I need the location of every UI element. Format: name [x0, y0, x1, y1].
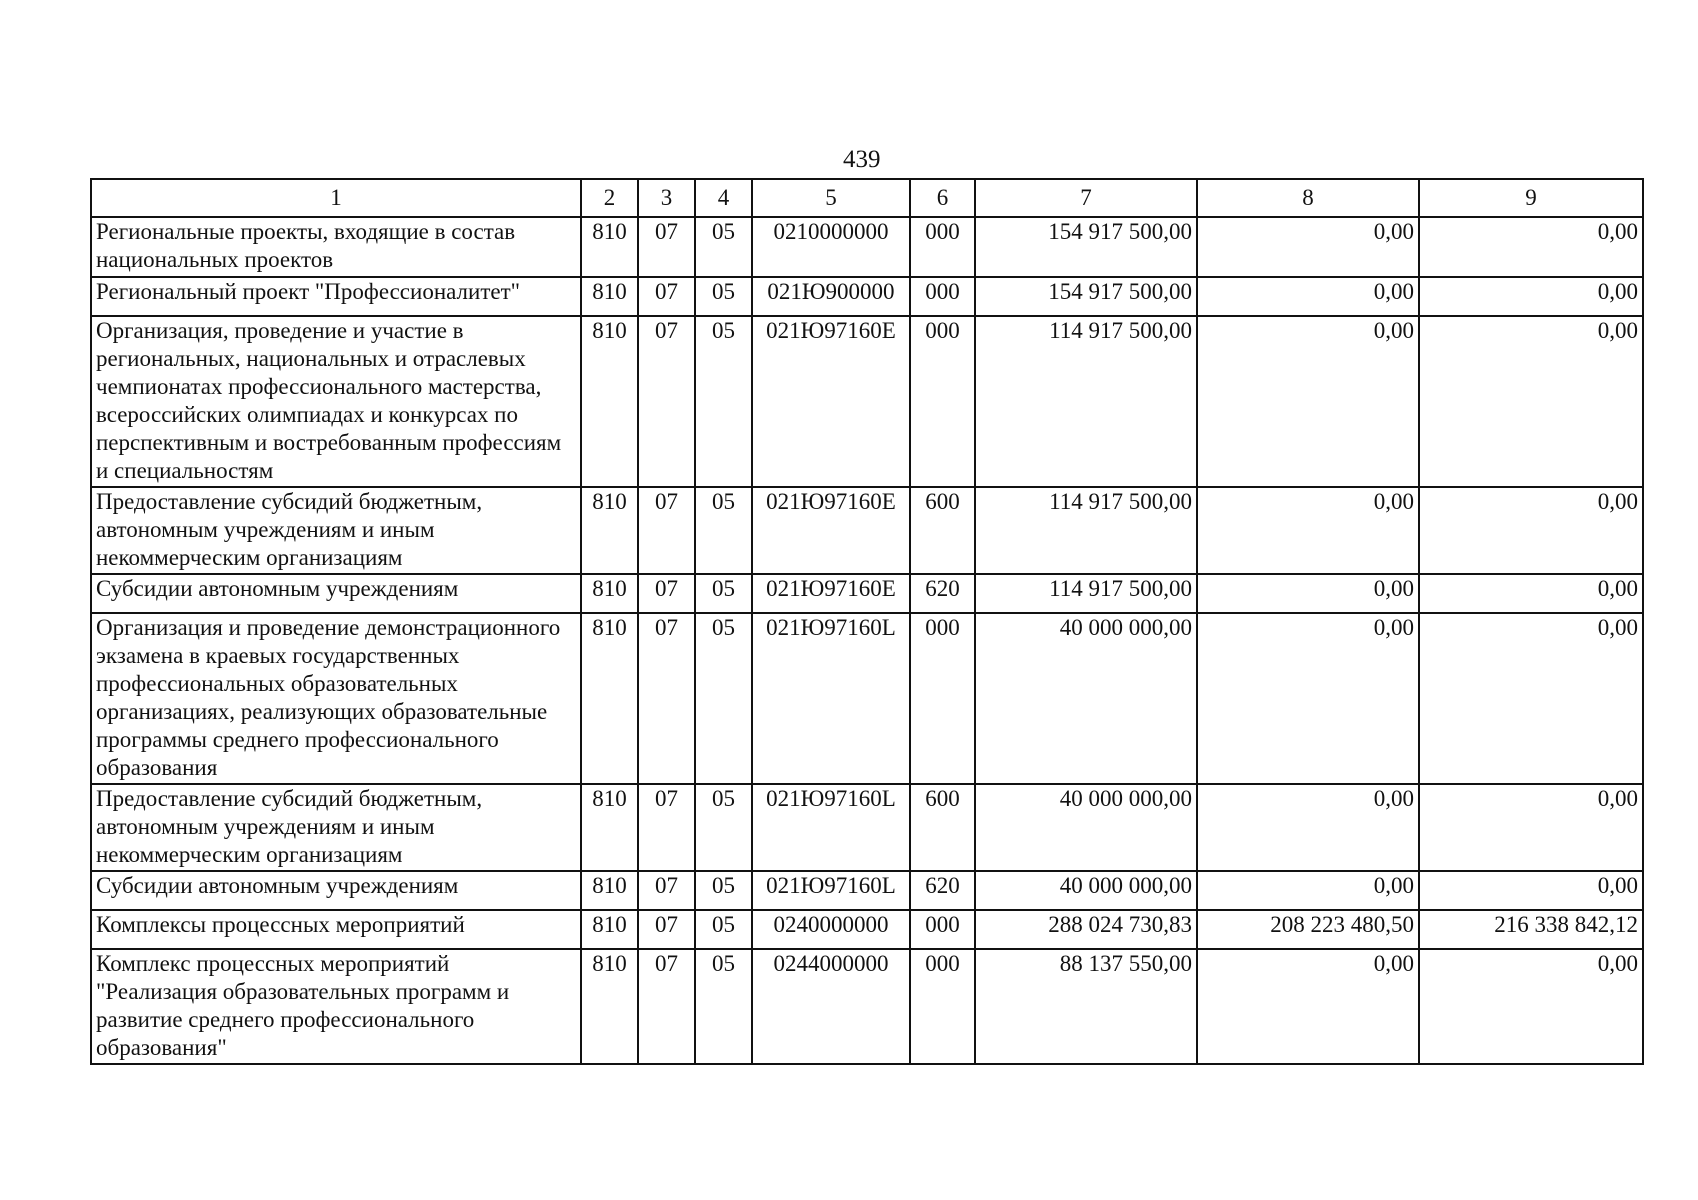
cell-subsection: 05 [695, 277, 752, 316]
cell-ministry-code: 810 [581, 613, 638, 784]
cell-amount-col7: 154 917 500,00 [975, 217, 1197, 277]
cell-amount-col9: 0,00 [1419, 613, 1643, 784]
column-header: 6 [910, 179, 975, 217]
cell-section: 07 [638, 871, 695, 910]
column-header: 5 [752, 179, 910, 217]
cell-expense-type: 620 [910, 871, 975, 910]
column-header: 9 [1419, 179, 1643, 217]
cell-subsection: 05 [695, 784, 752, 871]
table-row [91, 910, 1643, 949]
row-name: Комплекс процессных мероприятий "Реализация образовательных программ и развитие среднего профессионального образования" [91, 949, 581, 1064]
cell-target-article: 0210000000 [752, 217, 910, 277]
cell-amount-col8: 0,00 [1197, 217, 1419, 277]
cell-section: 07 [638, 613, 695, 784]
cell-amount-col7: 114 917 500,00 [975, 316, 1197, 487]
cell-section: 07 [638, 910, 695, 949]
cell-ministry-code: 810 [581, 277, 638, 316]
cell-ministry-code: 810 [581, 487, 638, 574]
cell-amount-col8: 208 223 480,50 [1197, 910, 1419, 949]
cell-section: 07 [638, 574, 695, 613]
cell-amount-col9: 216 338 842,12 [1419, 910, 1643, 949]
row-name: Региональный проект "Профессионалитет" [91, 277, 581, 316]
table-row [91, 574, 1643, 613]
column-header: 2 [581, 179, 638, 217]
column-header: 1 [91, 179, 581, 217]
table-row [91, 316, 1643, 487]
table-row [91, 784, 1643, 871]
cell-target-article: 0244000000 [752, 949, 910, 1064]
cell-subsection: 05 [695, 316, 752, 487]
row-name: Субсидии автономным учреждениям [91, 574, 581, 613]
cell-expense-type: 000 [910, 217, 975, 277]
table-row [91, 613, 1643, 784]
row-name: Субсидии автономным учреждениям [91, 871, 581, 910]
cell-target-article: 0240000000 [752, 910, 910, 949]
cell-subsection: 05 [695, 871, 752, 910]
cell-amount-col7: 288 024 730,83 [975, 910, 1197, 949]
page-number: 439 [843, 146, 881, 173]
cell-section: 07 [638, 487, 695, 574]
cell-expense-type: 600 [910, 487, 975, 574]
cell-expense-type: 000 [910, 613, 975, 784]
cell-amount-col9: 0,00 [1419, 487, 1643, 574]
column-header: 8 [1197, 179, 1419, 217]
cell-ministry-code: 810 [581, 871, 638, 910]
row-name: Региональные проекты, входящие в состав национальных проектов [91, 217, 581, 277]
table-row [91, 949, 1643, 1064]
cell-section: 07 [638, 316, 695, 487]
cell-expense-type: 000 [910, 910, 975, 949]
cell-amount-col7: 114 917 500,00 [975, 487, 1197, 574]
cell-amount-col9: 0,00 [1419, 277, 1643, 316]
cell-section: 07 [638, 949, 695, 1064]
column-header: 7 [975, 179, 1197, 217]
cell-amount-col9: 0,00 [1419, 217, 1643, 277]
row-name: Предоставление субсидий бюджетным, автономным учреждениям и иным некоммерческим организациям [91, 487, 581, 574]
table-row [91, 277, 1643, 316]
row-name: Предоставление субсидий бюджетным, автономным учреждениям и иным некоммерческим организациям [91, 784, 581, 871]
row-name: Организация и проведение демонстрационного экзамена в краевых государственных профессиональных образовательных организациях, реализующих образовательные программы среднего профессионального образования [91, 613, 581, 784]
cell-target-article: 021Ю97160L [752, 871, 910, 910]
cell-expense-type: 000 [910, 316, 975, 487]
cell-amount-col8: 0,00 [1197, 574, 1419, 613]
cell-section: 07 [638, 217, 695, 277]
table-row [91, 217, 1643, 277]
cell-subsection: 05 [695, 910, 752, 949]
cell-ministry-code: 810 [581, 949, 638, 1064]
cell-amount-col9: 0,00 [1419, 574, 1643, 613]
cell-amount-col7: 114 917 500,00 [975, 574, 1197, 613]
cell-expense-type: 600 [910, 784, 975, 871]
cell-amount-col8: 0,00 [1197, 316, 1419, 487]
cell-ministry-code: 810 [581, 784, 638, 871]
cell-amount-col8: 0,00 [1197, 784, 1419, 871]
cell-target-article: 021Ю97160L [752, 613, 910, 784]
cell-amount-col7: 154 917 500,00 [975, 277, 1197, 316]
cell-amount-col8: 0,00 [1197, 949, 1419, 1064]
cell-amount-col7: 40 000 000,00 [975, 613, 1197, 784]
cell-target-article: 021Ю97160L [752, 784, 910, 871]
table-row [91, 487, 1643, 574]
column-header: 4 [695, 179, 752, 217]
cell-target-article: 021Ю97160Е [752, 316, 910, 487]
cell-expense-type: 620 [910, 574, 975, 613]
cell-target-article: 021Ю97160Е [752, 487, 910, 574]
cell-amount-col7: 40 000 000,00 [975, 871, 1197, 910]
cell-amount-col8: 0,00 [1197, 277, 1419, 316]
cell-ministry-code: 810 [581, 574, 638, 613]
cell-amount-col9: 0,00 [1419, 784, 1643, 871]
cell-subsection: 05 [695, 217, 752, 277]
cell-target-article: 021Ю97160Е [752, 574, 910, 613]
cell-amount-col9: 0,00 [1419, 871, 1643, 910]
cell-amount-col9: 0,00 [1419, 316, 1643, 487]
cell-section: 07 [638, 277, 695, 316]
cell-ministry-code: 810 [581, 217, 638, 277]
row-name: Комплексы процессных мероприятий [91, 910, 581, 949]
cell-subsection: 05 [695, 487, 752, 574]
budget-table [90, 178, 1644, 1065]
cell-amount-col7: 88 137 550,00 [975, 949, 1197, 1064]
cell-subsection: 05 [695, 949, 752, 1064]
row-name: Организация, проведение и участие в региональных, национальных и отраслевых чемпионатах профессионального мастерства, всероссийских олимпиадах и конкурсах по перспективным и востребованным профессиям и специальностям [91, 316, 581, 487]
cell-expense-type: 000 [910, 949, 975, 1064]
cell-amount-col8: 0,00 [1197, 613, 1419, 784]
cell-ministry-code: 810 [581, 910, 638, 949]
cell-section: 07 [638, 784, 695, 871]
cell-subsection: 05 [695, 613, 752, 784]
cell-amount-col8: 0,00 [1197, 871, 1419, 910]
header-row [91, 179, 1643, 217]
cell-subsection: 05 [695, 574, 752, 613]
cell-expense-type: 000 [910, 277, 975, 316]
table-row [91, 871, 1643, 910]
cell-amount-col7: 40 000 000,00 [975, 784, 1197, 871]
cell-target-article: 021Ю900000 [752, 277, 910, 316]
column-header: 3 [638, 179, 695, 217]
cell-amount-col8: 0,00 [1197, 487, 1419, 574]
cell-ministry-code: 810 [581, 316, 638, 487]
cell-amount-col9: 0,00 [1419, 949, 1643, 1064]
